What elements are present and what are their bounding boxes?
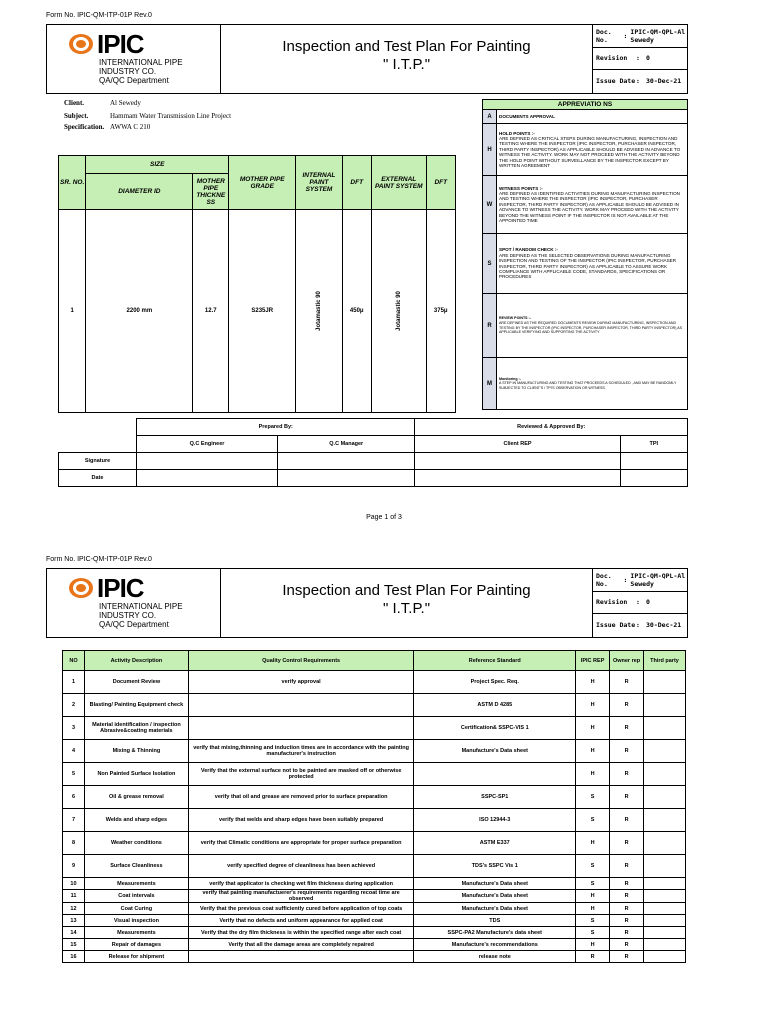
abbr-text: ARE DEFINED AS CRITICAL STEPS DURING MANUFACTURING, INSPECTION AND TESTING WHERE THE INSPECTOR (IPIC INSPECTOR, PURCHASER INSPECTOR, THIRD PARTY INSPECTOR) AS APPLICABLE SHOULD BE ADVISED IN ADVANCE TO WITNESS THE ACTIVITY. WORK MAY NOT PROCEED WITH THE ACTIVITY BEYOND THE HOLD POINT WITHOUT SURVEILLANCE BY THE INSPECTOR EXCEPT BY WRITTEN AGREEMENT — [499, 135, 681, 169]
revision-label: Revision — [596, 598, 628, 607]
abbreviations-table — [482, 99, 688, 410]
row-owner: R — [610, 939, 644, 951]
row-ipic: H — [576, 740, 610, 763]
row-ipic: S — [576, 927, 610, 939]
table-row — [63, 740, 686, 763]
abbr-text: ARE DEFINED AS THE SELECTED OBSERVATIONS DURING MANUFACTURING INSPECTION AND TESTING OF THE INSPECTOR (IPIC INSPECTOR, PURCHASER INSPECTOR, THIRD PARTY INSPECTOR) AS APPLICABLE TO ASSURE WORK COMPLIANCE WITH APPLICABLE CODE, STANDARDS, SPECIFICATIONS OR PROCEDURES — [499, 252, 677, 280]
row-no: 2 — [63, 694, 85, 717]
row-requirement: verify that welds and sharp edges have been suitably prepared — [188, 809, 414, 832]
row-third — [644, 694, 686, 717]
row-activity: Non Painted Surface Isolation — [84, 763, 188, 786]
col-reference-header: Reference Standard — [414, 651, 576, 671]
row-reference: SSPC-SP1 — [414, 786, 576, 809]
abbr-text: A STEP IN MANUFACTURING AND TESTING THAT PROCEEDS A SCHEDULED , AND MAY BE RANDOMLY SUBJECTED TO CLIENT'S / TPI'S OBSERVATION OR WITNESS. — [499, 381, 677, 390]
qc-engineer-label: Q.C Engineer — [137, 436, 278, 453]
doc-no-value: IPIC-QM-QPL-Al Sewedy — [630, 571, 686, 588]
row-no: 10 — [63, 878, 85, 890]
row-no: 12 — [63, 903, 85, 915]
row-activity: Repair of damages — [84, 939, 188, 951]
row-ipic: H — [576, 903, 610, 915]
table-row — [63, 694, 686, 717]
row-no: 14 — [63, 927, 85, 939]
row-no: 1 — [63, 671, 85, 694]
issue-date-label: Issue Date — [596, 77, 636, 86]
signature-cell[interactable] — [620, 453, 687, 470]
row-no: 3 — [63, 717, 85, 740]
grade-header: MOTHER PIPE GRADE — [229, 156, 296, 210]
row-no: 4 — [63, 740, 85, 763]
size-header: SIZE — [86, 156, 229, 174]
row-activity: Mixing & Thinning — [84, 740, 188, 763]
row-ipic: S — [576, 786, 610, 809]
dft2-header: DFT — [426, 156, 455, 210]
row-third — [644, 855, 686, 878]
row-no: 16 — [63, 951, 85, 963]
subject-value: Hammam Water Transmission Line Project — [110, 112, 232, 120]
logo-line3: QA/QC Department — [99, 76, 169, 85]
row-reference: ISO 12944-3 — [414, 809, 576, 832]
table-row — [63, 671, 686, 694]
ipic-logo-icon — [67, 33, 95, 55]
colon: : — [623, 575, 628, 584]
revision-value: 0 — [646, 598, 650, 607]
row-reference: Manufacture's Data sheet — [414, 740, 576, 763]
doc-meta — [593, 569, 687, 637]
external-paint-header: EXTERNAL PAINT SYSTEM — [371, 156, 426, 210]
specification-value: AWWA C 210 — [110, 123, 151, 131]
date-cell[interactable] — [137, 470, 278, 487]
sr-no-header: SR. NO. — [59, 156, 86, 210]
table-row — [63, 855, 686, 878]
row-third — [644, 903, 686, 915]
table-row — [63, 786, 686, 809]
row-no: 9 — [63, 855, 85, 878]
row-requirement — [188, 694, 414, 717]
doc-no-value: IPIC-QM-QPL-Al Sewedy — [630, 27, 686, 44]
specification-row: Specification. AWWA C 210 — [64, 123, 151, 131]
row-requirement: verify specified degree of cleanliness has been achieved — [188, 855, 414, 878]
row-ipic: S — [576, 915, 610, 927]
row-activity: Oil & grease removal — [84, 786, 188, 809]
row-no: 15 — [63, 939, 85, 951]
issue-date-label: Issue Date — [596, 621, 636, 630]
abbr-letter: R — [483, 294, 497, 358]
row-diameter: 2200 mm — [86, 210, 193, 413]
row-owner: R — [610, 878, 644, 890]
table-row — [63, 903, 686, 915]
row-reference: Manufacture's Data sheet — [414, 878, 576, 890]
reviewed-by-label: Reviewed & Approved By: — [415, 419, 688, 436]
prepared-by-label: Prepared By: — [137, 419, 415, 436]
row-owner: R — [610, 786, 644, 809]
row-activity: Welds and sharp edges — [84, 809, 188, 832]
signature-table — [58, 418, 688, 487]
table-row — [63, 890, 686, 903]
row-no: 11 — [63, 890, 85, 903]
row-internal: Jotamastic 90 — [315, 291, 322, 331]
row-ipic: H — [576, 694, 610, 717]
row-third — [644, 740, 686, 763]
col-ipic-header: IPIC REP — [576, 651, 610, 671]
row-thickness: 12.7 — [193, 210, 229, 413]
form-number: Form No. IPIC-QM-ITP-01P Rev.0 — [46, 12, 152, 19]
row-owner: R — [610, 832, 644, 855]
row-activity: Release for shipment — [84, 951, 188, 963]
col-activity-header: Activity Description — [84, 651, 188, 671]
abbr-text: ARE DEFINED AS IDENTIFIED ACTIVITIES DURING MANUFACTURING INSPECTION AND TESTING WHERE THE INSPECTOR (IPIC INSPECTOR, PURCHASER INSPECTOR, THIRD PARTY INSPECTOR) AS APPLICABLE SHOULD BE ADVISED IN ADVANCE TO WITNESS THE ACTIVITY. WORK MAY PROCEED WITH THE ACTIVITY BEYOND THE WITNESS POINT IF THE INSPECTOR IS NOT AVAILABLE AT THE APPOINTED TIME — [499, 190, 680, 224]
dft-header: DFT — [342, 156, 371, 210]
row-no: 13 — [63, 915, 85, 927]
colon: : — [636, 621, 640, 630]
row-activity: Coat Curing — [84, 903, 188, 915]
row-dft: 450μ — [342, 210, 371, 413]
row-requirement: Verify that all the damage areas are completely repaired — [188, 939, 414, 951]
row-requirement: verify that Climatic conditions are appropriate for proper surface preparation — [188, 832, 414, 855]
abbr-title: DOCUMENTS APPROVAL — [499, 113, 555, 119]
row-reference: Manufacture's recommendations — [414, 939, 576, 951]
date-cell[interactable] — [620, 470, 687, 487]
table-row — [63, 809, 686, 832]
row-ipic: H — [576, 763, 610, 786]
row-ipic: S — [576, 878, 610, 890]
row-third — [644, 786, 686, 809]
table-row — [63, 763, 686, 786]
row-owner: R — [610, 763, 644, 786]
row-requirement: verify that oil and grease are removed prior to surface preparation — [188, 786, 414, 809]
client-rep-label: Client REP — [415, 436, 620, 453]
row-reference: ASTM E337 — [414, 832, 576, 855]
colon: : — [636, 598, 640, 607]
abbr-letter: M — [483, 358, 497, 410]
date-cell[interactable] — [278, 470, 415, 487]
row-dft2: 375μ — [426, 210, 455, 413]
row-grade: S235JR — [229, 210, 296, 413]
logo-text: IPIC — [97, 29, 144, 59]
row-owner: R — [610, 855, 644, 878]
row-ipic: H — [576, 671, 610, 694]
table-row — [63, 951, 686, 963]
row-third — [644, 927, 686, 939]
row-third — [644, 717, 686, 740]
row-activity: Visual inspection — [84, 915, 188, 927]
table-row — [63, 832, 686, 855]
logo-line3: QA/QC Department — [99, 620, 169, 629]
diameter-header: DIAMETER ID — [86, 174, 193, 210]
abbr-letter: S — [483, 234, 497, 294]
abbr-title: REVIEW POINTS :- — [499, 316, 531, 321]
abbr-title: SPOT / RANDOM CHECK :- — [499, 247, 558, 253]
row-ipic: H — [576, 717, 610, 740]
row-third — [644, 809, 686, 832]
row-owner: R — [610, 951, 644, 963]
abbr-title: HOLD POINTS :- — [499, 130, 535, 136]
row-owner: R — [610, 694, 644, 717]
page-title — [221, 569, 593, 637]
row-reference: SSPC-PA2 Manufacture's data sheet — [414, 927, 576, 939]
company-logo — [47, 25, 221, 93]
abbr-text: ARE DEFINED AS THE REQUIRED DOCUMENTS REVIEW DURING MANUFACTURING, INSPECTION AND TESTING BY THE INSPECTOR (IPIC INSPECTOR, PURCHASER INSPECTOR, THIRD PARTY INSPECTOR) AS APPLICABLE VERIFYING AND SUPPORTING THE ACTIVITY — [499, 320, 683, 335]
row-requirement: verify that mixing,thinning and induction times are in accordance with the painting manufacturer's instruction — [188, 740, 414, 763]
date-cell[interactable] — [415, 470, 620, 487]
row-activity: Blasting/ Painting Equipment check — [84, 694, 188, 717]
row-no: 5 — [63, 763, 85, 786]
abbr-title: WITNESS POINTS :- — [499, 185, 543, 191]
doc-meta — [593, 25, 687, 93]
row-ipic: H — [576, 890, 610, 903]
abbr-letter: H — [483, 124, 497, 176]
page-number: Page 1 of 3 — [366, 514, 402, 521]
logo-line2: INDUSTRY CO. — [99, 611, 157, 620]
row-owner: R — [610, 717, 644, 740]
row-reference: ASTM D 4285 — [414, 694, 576, 717]
row-requirement: Verify that no defects and uniform appearance for applied coat — [188, 915, 414, 927]
row-reference: TDS's SSPC Vis 1 — [414, 855, 576, 878]
signature-label: Signature — [59, 453, 137, 470]
row-requirement — [188, 717, 414, 740]
abbr-letter: W — [483, 176, 497, 234]
issue-date-value: 30-Dec-21 — [646, 621, 682, 630]
doc-no-label: Doc. No. — [596, 27, 612, 44]
logo-line1: INTERNATIONAL PIPE — [99, 602, 183, 611]
title-line1: Inspection and Test Plan For Painting — [282, 38, 531, 55]
activity-table — [62, 650, 686, 963]
row-reference: release note — [414, 951, 576, 963]
row-reference: Project Spec. Req. — [414, 671, 576, 694]
title-line1: Inspection and Test Plan For Painting — [282, 582, 531, 599]
row-third — [644, 939, 686, 951]
row-reference: Manufacture's Data sheet — [414, 903, 576, 915]
abbr-title: Monitoring :- — [499, 376, 521, 381]
row-third — [644, 890, 686, 903]
row-owner: R — [610, 903, 644, 915]
row-no: 7 — [63, 809, 85, 832]
col-third-header: Third party — [644, 651, 686, 671]
row-third — [644, 915, 686, 927]
row-no: 6 — [63, 786, 85, 809]
row-owner: R — [610, 740, 644, 763]
subject-row: Subject. Hammam Water Transmission Line Project — [64, 112, 232, 120]
col-requirements-header: Quality Control Requirements — [188, 651, 414, 671]
table-row — [63, 927, 686, 939]
row-third — [644, 832, 686, 855]
title-line2: " I.T.P." — [382, 56, 431, 73]
abbreviations-title: APPREVIATIO NS — [483, 100, 688, 110]
row-owner: R — [610, 809, 644, 832]
row-activity: Material identification / inspection Abrasive&coating materials — [84, 717, 188, 740]
revision-label: Revision — [596, 54, 628, 63]
qc-manager-label: Q.C Manager — [278, 436, 415, 453]
row-activity: Measurements — [84, 927, 188, 939]
row-reference: Certification& SSPC-VIS 1 — [414, 717, 576, 740]
doc-no-label: Doc. No. — [596, 571, 612, 588]
colon: : — [636, 54, 640, 63]
col-no-header: NO — [63, 651, 85, 671]
revision-value: 0 — [646, 54, 650, 63]
page-header — [46, 24, 688, 94]
row-activity: Document Review — [84, 671, 188, 694]
row-ipic: S — [576, 855, 610, 878]
client-row: Client. Al Sewedy — [64, 99, 141, 107]
logo-line1: INTERNATIONAL PIPE — [99, 58, 183, 67]
colon: : — [623, 31, 628, 40]
pipe-spec-table — [58, 155, 456, 413]
logo-text: IPIC — [97, 573, 144, 603]
row-activity: Weather conditions — [84, 832, 188, 855]
row-activity: Measurements — [84, 878, 188, 890]
signature-cell[interactable] — [137, 453, 278, 470]
table-row — [63, 915, 686, 927]
row-ipic: H — [576, 939, 610, 951]
row-sr: 1 — [59, 210, 86, 413]
table-row — [63, 939, 686, 951]
page-title — [221, 25, 593, 93]
row-owner: R — [610, 927, 644, 939]
row-third — [644, 763, 686, 786]
row-owner: R — [610, 671, 644, 694]
col-owner-header: Owner rep — [610, 651, 644, 671]
ipic-logo-icon — [67, 577, 95, 599]
table-row — [63, 717, 686, 740]
title-line2: " I.T.P." — [382, 600, 431, 617]
table-row — [63, 878, 686, 890]
row-owner: R — [610, 915, 644, 927]
row-third — [644, 951, 686, 963]
row-requirement: verify that applicator is checking wet film thickness during application — [188, 878, 414, 890]
row-owner: R — [610, 890, 644, 903]
logo-line2: INDUSTRY CO. — [99, 67, 157, 76]
row-requirement: verify that painting manufactuerer's requirements regarding recoat time are observed — [188, 890, 414, 903]
thickness-header: MOTHER PIPE THICKNE SS — [193, 174, 229, 210]
signature-cell[interactable] — [278, 453, 415, 470]
row-ipic: S — [576, 809, 610, 832]
row-requirement: verify approval — [188, 671, 414, 694]
signature-cell[interactable] — [415, 453, 620, 470]
row-external: Jotamastic 90 — [395, 291, 402, 331]
row-third — [644, 878, 686, 890]
tpi-label: TPI — [620, 436, 687, 453]
row-ipic: H — [576, 832, 610, 855]
row-activity: Surface Cleanliness — [84, 855, 188, 878]
row-third — [644, 671, 686, 694]
row-reference: TDS — [414, 915, 576, 927]
colon: : — [636, 77, 640, 86]
abbr-letter: A — [483, 110, 497, 124]
form-number: Form No. IPIC-QM-ITP-01P Rev.0 — [46, 556, 152, 563]
row-requirement: Verify that the dry film thickness is within the specified range after each coat — [188, 927, 414, 939]
row-reference — [414, 763, 576, 786]
page-header — [46, 568, 688, 638]
client-value: Al Sewedy — [110, 99, 141, 107]
row-ipic: R — [576, 951, 610, 963]
row-reference: Manufacture's Data sheet — [414, 890, 576, 903]
row-requirement: Verify that the external surface not to be painted are masked off or otherwise protected — [188, 763, 414, 786]
row-activity: Coat intervals — [84, 890, 188, 903]
issue-date-value: 30-Dec-21 — [646, 77, 682, 86]
internal-paint-header: INTERNAL PAINT SYSTEM — [296, 156, 342, 210]
row-no: 8 — [63, 832, 85, 855]
row-requirement: Verify that the previous coat sufficiently cured before application of top coats — [188, 903, 414, 915]
company-logo — [47, 569, 221, 637]
row-requirement — [188, 951, 414, 963]
date-label: Date — [59, 470, 137, 487]
